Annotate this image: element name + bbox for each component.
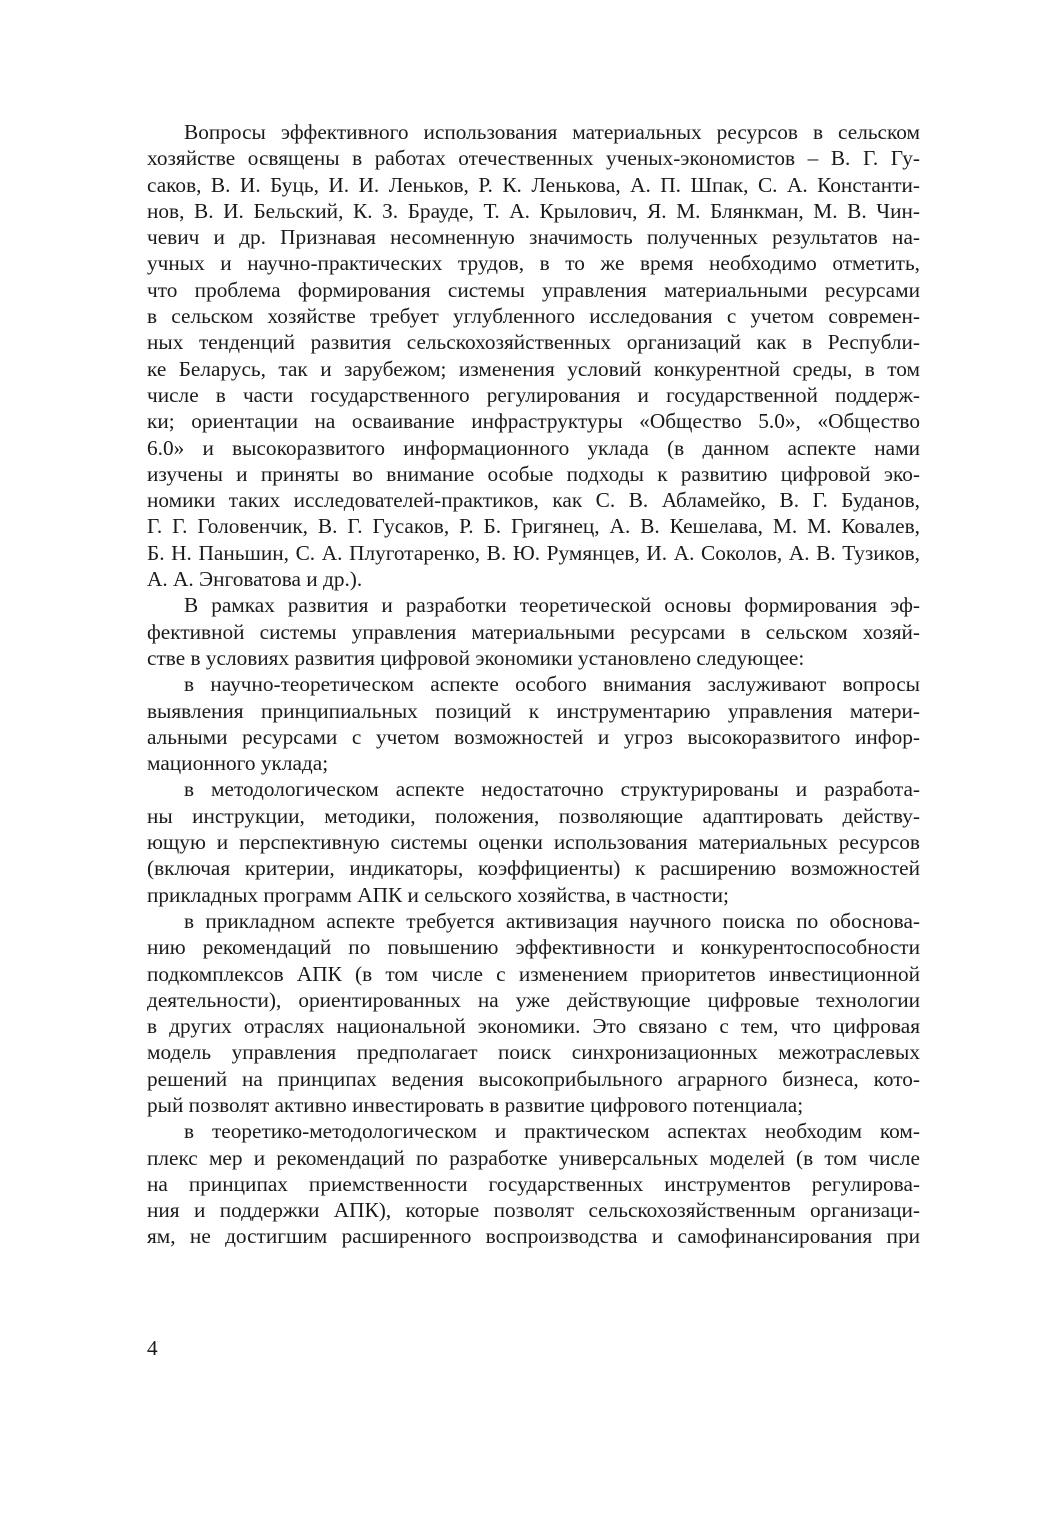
text-line: ям, не достигшим расширенного воспроизводства и самофинансирования при [147,1224,920,1249]
text-line: на принципах приемственности государственных инструментов регулирова- [147,1171,920,1196]
text-line: ки; ориентации на осваивание инфраструктуры «Общество 5.0», «Общество [147,409,920,434]
text-line: подкомплексов АПК (в том числе с изменением приоритетов инвестиционной [147,961,920,986]
text-line: рый позволят активно инвестировать в развитие цифрового потенциала; [147,1092,804,1117]
text-line: ния и поддержки АПК), которые позволят сельскохозяйственным организаци- [147,1198,920,1223]
text-line: в научно-теоретическом аспекте особого внимания заслуживают вопросы [184,672,920,697]
text-line: альными ресурсами с учетом возможностей и угроз высокоразвитого инфор- [147,724,920,749]
text-line: фективной системы управления материальными ресурсами в сельском хозяй- [147,619,920,644]
text-line: числе в части государственного регулирования и государственной поддерж- [147,382,920,407]
text-line: Г. Г. Головенчик, В. Г. Гусаков, Р. Б. Григянец, А. В. Кешелава, М. М. Ковалев, [147,514,920,539]
paragraph [147,592,920,671]
text-line: ны инструкции, методики, положения, позволяющие адаптировать действу- [147,803,920,828]
text-line: прикладных программ АПК и сельского хозяйства, в частности; [147,882,729,907]
text-line: 6.0» и высокоразвитого информационного уклада (в данном аспекте нами [147,435,920,460]
text-line: хозяйстве освящены в работах отечественных ученых-экономистов – В. Г. Гу- [147,146,920,171]
text-line: А. А. Энговатова и др.). [147,567,363,592]
text-line: ке Беларусь, так и зарубежом; изменения условий конкурентной среды, в том [147,356,920,381]
paragraph [147,1118,920,1249]
text-line: Б. Н. Паньшин, С. А. Плуготаренко, В. Ю. Румянцев, И. А. Соколов, А. В. Тузиков, [147,540,920,565]
text-line: ющую и перспективную системы оценки использования материальных ресурсов [147,830,920,855]
text-line: решений на принципах ведения высокоприбыльного аграрного бизнеса, кото- [147,1066,920,1091]
text-line: плекс мер и рекомендаций по разработке универсальных моделей (в том числе [147,1145,920,1170]
text-line: ных тенденций развития сельскохозяйственных организаций как в Республи- [147,330,920,355]
text-line: саков, В. И. Буць, И. И. Леньков, Р. К. Ленькова, А. П. Шпак, С. А. Константи- [147,172,920,197]
page-number: 4 [147,1336,158,1360]
text-line: В рамках развития и разработки теоретической основы формирования эф- [184,593,920,618]
text-line: что проблема формирования системы управления материальными ресурсами [147,277,920,302]
page-body [147,119,920,1250]
text-line: мационного уклада; [147,751,329,776]
text-line: модель управления предполагает поиск синхронизационных межотраслевых [147,1040,920,1065]
paragraph [147,671,920,776]
paragraph [147,776,920,907]
text-line: в сельском хозяйстве требует углубленного исследования с учетом современ- [147,304,920,329]
text-line: Вопросы эффективного использования материальных ресурсов в сельском [184,120,920,144]
text-line: (включая критерии, индикаторы, коэффициенты) к расширению возможностей [147,856,920,881]
text-line: стве в условиях развития цифровой экономики установлено следующее: [147,645,805,670]
text-line: в других отраслях национальной экономики. Это связано с тем, что цифровая [147,1014,920,1039]
text-line: в теоретико-методологическом и практическом аспектах необходим ком- [184,1119,920,1144]
text-line: учных и научно-практических трудов, в то же время необходимо отметить, [147,251,920,276]
text-line: выявления принципиальных позиций к инструментарию управления матери- [147,698,920,723]
text-line: номики таких исследователей-практиков, как С. В. Абламейко, В. Г. Буданов, [147,488,920,513]
text-line: чевич и др. Признавая несомненную значимость полученных результатов на- [147,225,920,250]
text-line: в прикладном аспекте требуется активизация научного поиска по обоснова- [184,908,920,933]
text-line: деятельности), ориентированных на уже действующие цифровые технологии [147,987,920,1012]
text-line: нов, В. И. Бельский, К. З. Брауде, Т. А. Крылович, Я. М. Блянкман, М. В. Чин- [147,198,920,223]
text-line: в методологическом аспекте недостаточно структурированы и разработа- [184,777,920,802]
text-line: изучены и приняты во внимание особые подходы к развитию цифровой эко- [147,461,920,486]
paragraph [147,908,920,1118]
paragraph [147,119,920,592]
text-line: нию рекомендаций по повышению эффективности и конкурентоспособности [147,935,920,960]
